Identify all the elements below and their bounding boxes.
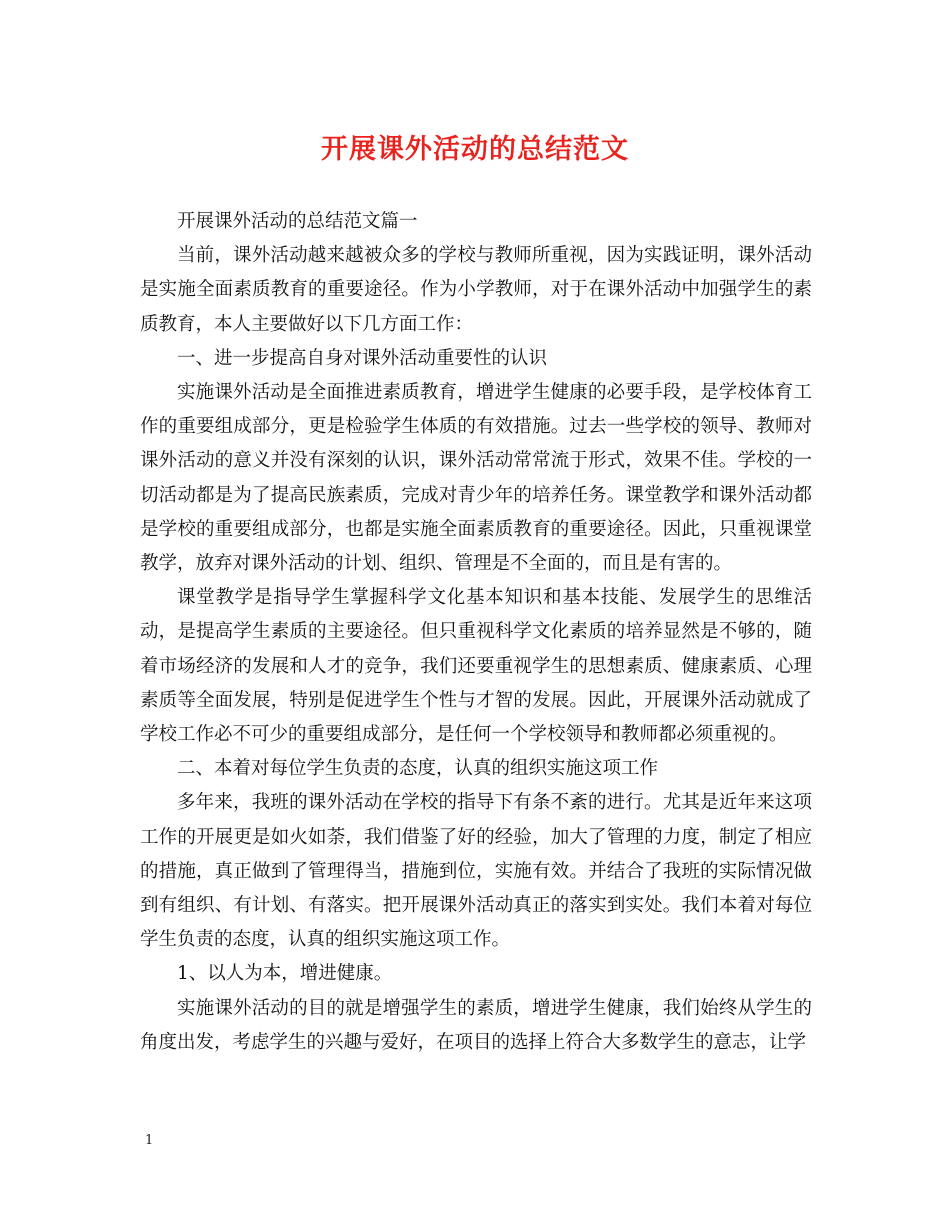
paragraph-body: 课堂教学是指导学生掌握科学文化基本知识和基本技能、发展学生的思维活动，是提高学生素质的主要途径。但只重视科学文化素质的培养显然是不够的，随着市场经济的发展和人才的竞争，我们还要重视学生的思想素质、健康素质、心理素质等全面发展，特别是促进学生个性与才智的发展。因此，开展课外活动就成了学校工作必不可少的重要组成部分，是任何一个学校领导和教师都必须重视的。	[140, 587, 812, 746]
paragraph-intro: 当前，课外活动越来越被众多的学校与教师所重视，因为实践证明，课外活动是实施全面素质教育的重要途径。作为小学教师，对于在课外活动中加强学生的素质教育，本人主要做好以下几方面工作：	[140, 245, 812, 335]
paragraph-section-heading: 开展课外活动的总结范文篇一	[177, 211, 418, 232]
paragraph-subheading: 1、以人为本，增进健康。	[177, 963, 393, 985]
document-title: 开展课外活动的总结范文	[321, 134, 629, 165]
paragraph-heading-two: 二、本着对每位学生负责的态度，认真的组织实施这项工作	[177, 758, 659, 780]
paragraph-heading-one: 一、进一步提高自身对课外活动重要性的认识	[177, 347, 548, 369]
document-body	[140, 205, 812, 1060]
paragraph-body: 多年来，我班的课外活动在学校的指导下有条不紊的进行。尤其是近年来这项工作的开展更是如火如荼，我们借鉴了好的经验，加大了管理的力度，制定了相应的措施，真正做到了管理得当，措施到位，实施有效。并结合了我班的实际情况做到有组织、有计划、有落实。把开展课外活动真正的落实到实处。我们本着对每位学生负责的态度，认真的组织实施这项工作。	[140, 792, 812, 951]
paragraph-body: 实施课外活动是全面推进素质教育，增进学生健康的必要手段，是学校体育工作的重要组成部分，更是检验学生体质的有效措施。过去一些学校的领导、教师对课外活动的意义并没有深刻的认识，课外活动常常流于形式，效果不佳。学校的一切活动都是为了提高民族素质，完成对青少年的培养任务。课堂教学和课外活动都是学校的重要组成部分，也都是实施全面素质教育的重要途径。因此，只重视课堂教学，放弃对课外活动的计划、组织、管理是不全面的，而且是有害的。	[140, 382, 812, 575]
paragraph-body: 实施课外活动的目的就是增强学生的素质，增进学生健康，我们始终从学生的角度出发，考虑学生的兴趣与爱好，在项目的选择上符合大多数学生的意志，让学	[140, 997, 812, 1053]
page-number: 1	[145, 1133, 154, 1148]
